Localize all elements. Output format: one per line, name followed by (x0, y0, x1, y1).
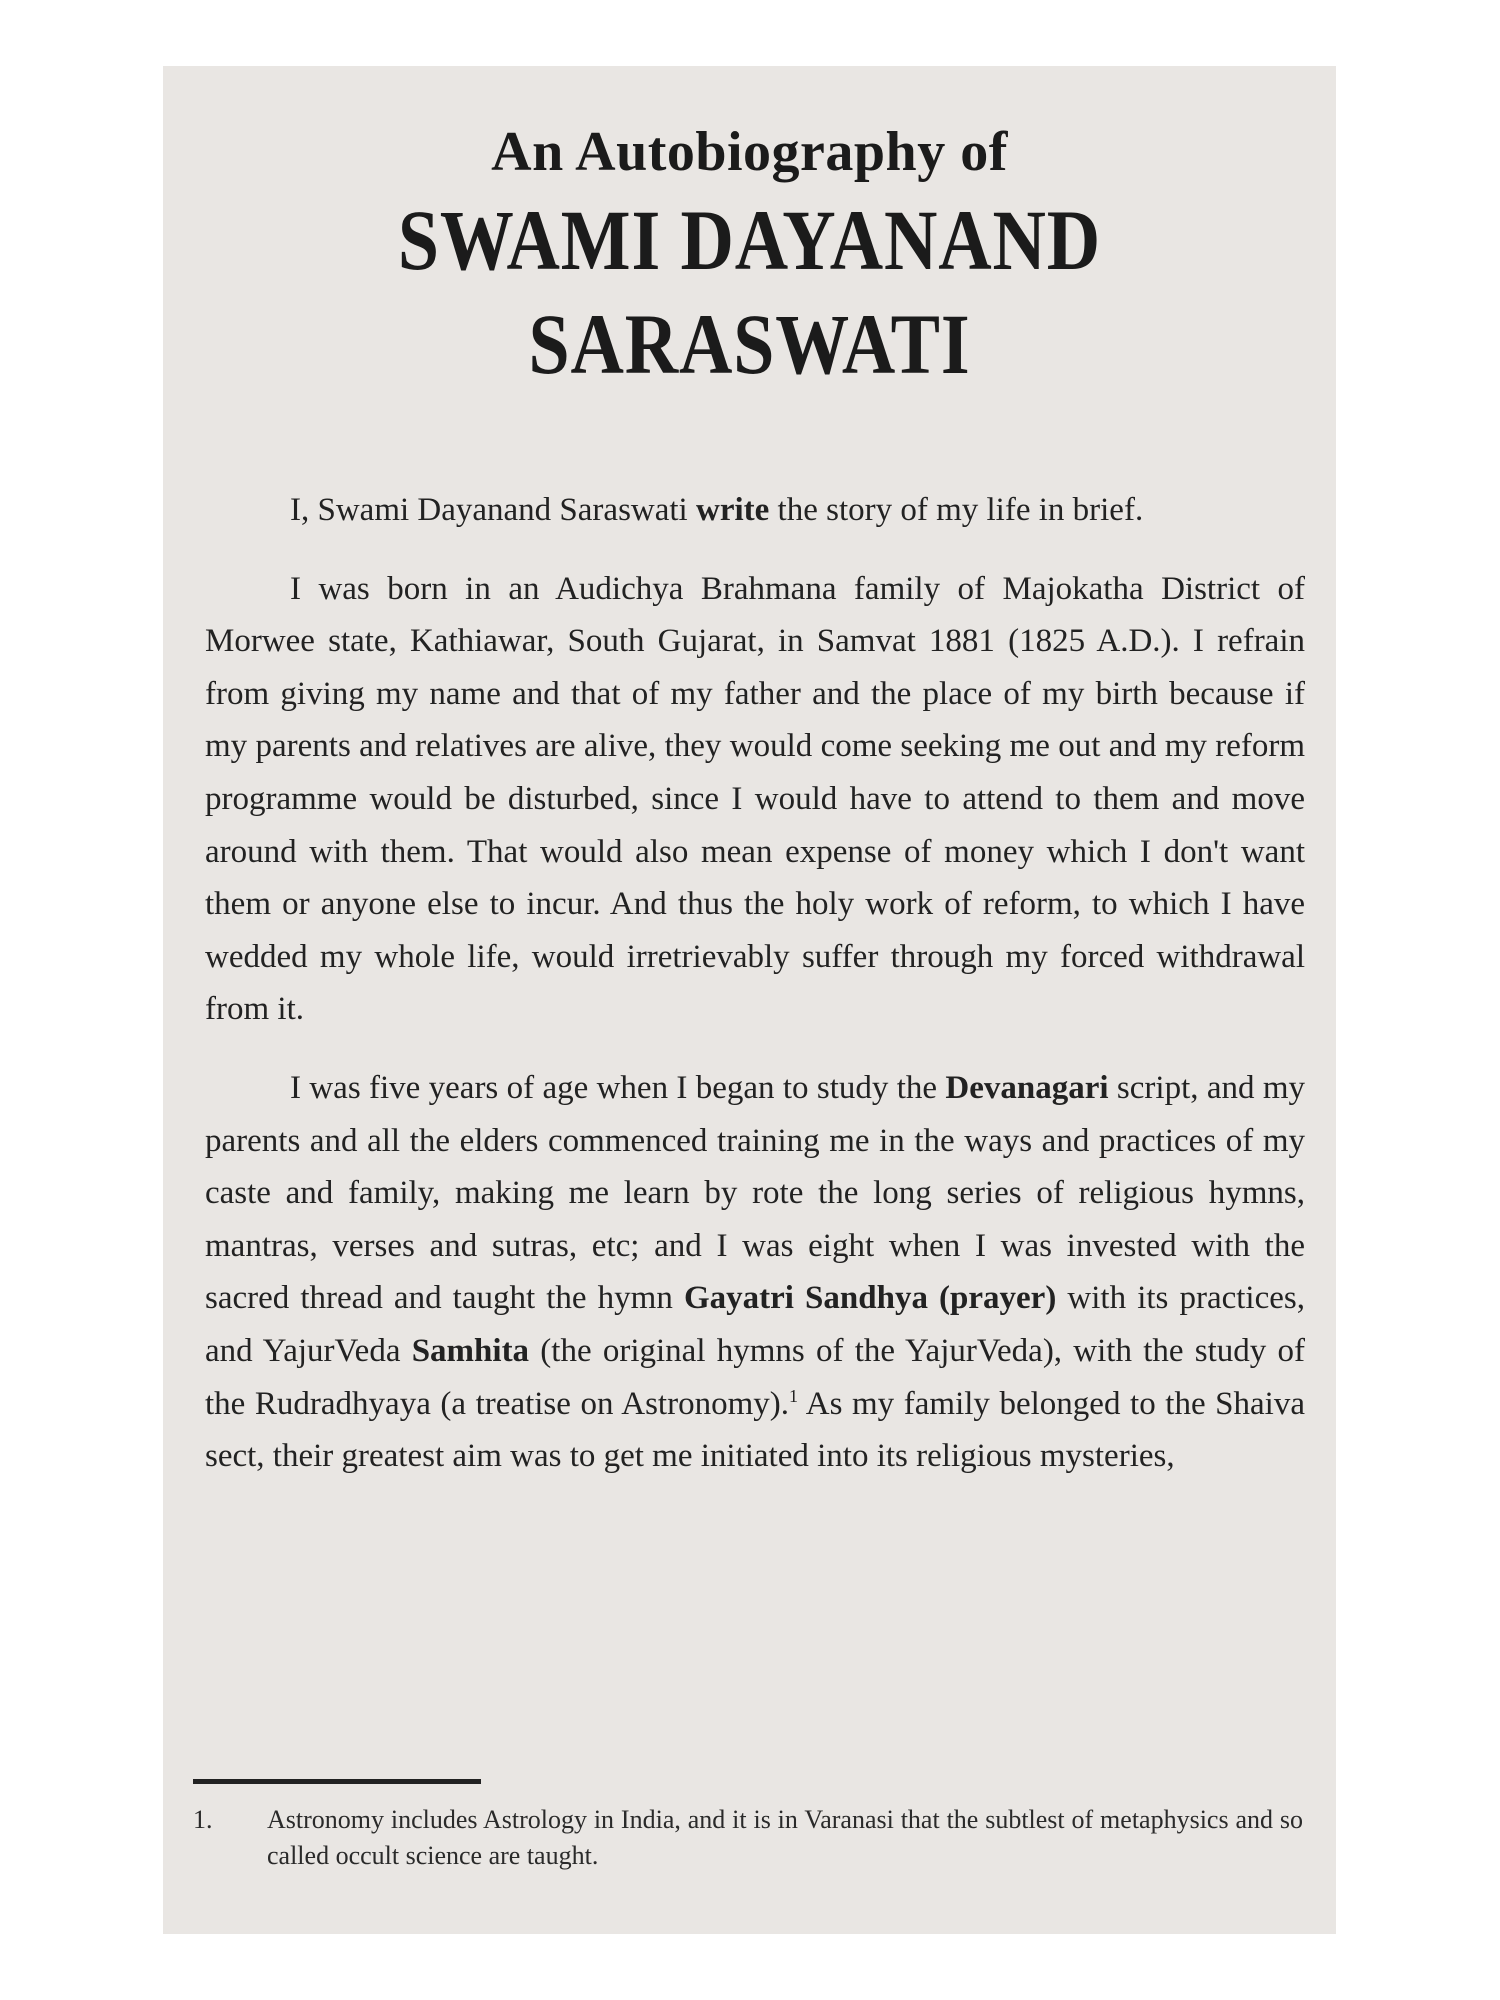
chapter-title-line-2: SARASWATI (528, 296, 971, 392)
text-run: I was five years of age when I began to study the (290, 1069, 946, 1106)
book-page (163, 66, 1336, 1934)
chapter-subtitle: An Autobiography of (491, 121, 1008, 183)
chapter-title-line-1: SWAMI DAYANAND (397, 192, 1102, 288)
paragraph-2 (205, 563, 1305, 1036)
text-run: (the original hymns of the YajurVeda), with the study of the Rudradhyaya (a treatise on Astronomy). (205, 1332, 1305, 1422)
footnote-marker: 1 (789, 1385, 798, 1406)
body-text (205, 484, 1305, 1509)
emphasized-text: write (695, 492, 770, 528)
paragraph-1 (205, 484, 1305, 537)
text-run: As my family belonged to the Shaiva sect, their greatest aim was to get me initiated into its religious mysteries, (205, 1385, 1305, 1475)
text-run: the story of my life in brief. (769, 492, 1144, 528)
footnote (193, 1802, 1303, 1874)
paragraph-3 (205, 1062, 1305, 1483)
text-run: script, and my parents and all the elders commenced training me in the ways and practices of my caste and family, making me learn by rote the long series of religious hymns, mantras, verses and sutras, etc; and I was eight when I was invested with the sacred thread and taught the hymn (205, 1069, 1305, 1317)
chapter-header (163, 116, 1336, 396)
text-run: I, Swami Dayanand Saraswati (290, 492, 696, 528)
footnote-number: 1. (193, 1805, 213, 1834)
text-run: with its practices, and YajurVeda (205, 1280, 1305, 1369)
emphasized-text: Gayatri Sandhya (prayer) (683, 1280, 1057, 1317)
text-run: I was born in an Audichya Brahmana family of Majokatha District of Morwee state, Kathiawar, South Gujarat, in Samvat 1881 (1825 A.D.). I refrain from giving my name and that of my father and the place of my birth because if my parents and relatives are alive, they would come seeking me out and my reform programme would be disturbed, since I would have to attend to them and move around with them. That would also mean expense of money which I don't want them or anyone else to incur. And thus the holy work of reform, to which I have wedded my whole life, would irretrievably suffer through my forced withdrawal from it. (205, 570, 1305, 1028)
emphasized-text: Devanagari (945, 1069, 1109, 1106)
emphasized-text: Samhita (411, 1332, 530, 1369)
footnote-rule (193, 1779, 481, 1784)
footnote-text: Astronomy includes Astrology in India, and it is in Varanasi that the subtlest of metaphysics and so called occult science are taught. (267, 1805, 1303, 1870)
